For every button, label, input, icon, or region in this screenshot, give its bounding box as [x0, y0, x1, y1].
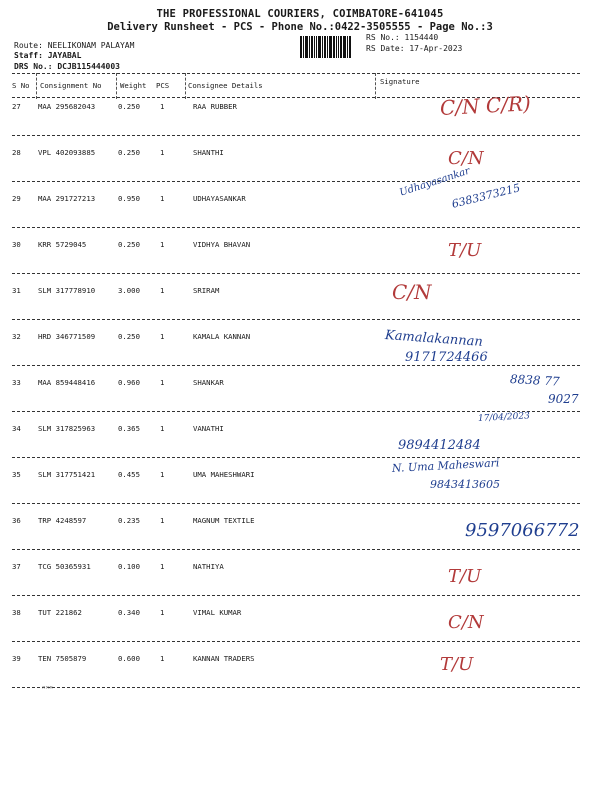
- pcs-value: 1: [160, 378, 165, 387]
- col-header-sno: S No: [12, 81, 30, 90]
- row-separator: [12, 503, 580, 504]
- signature-text: 9171724466: [405, 350, 488, 365]
- consignee-name: NATHIYA: [193, 562, 224, 571]
- row-separator: [12, 549, 580, 550]
- weight-value: 0.950: [118, 194, 140, 203]
- weight-value: 0.250: [118, 240, 140, 249]
- serial-number: 36: [12, 516, 21, 525]
- signature-text: T/U: [448, 240, 482, 261]
- weight-value: 3.000: [118, 286, 140, 295]
- signature-text: 8838 77: [509, 372, 560, 389]
- row-separator: [12, 411, 580, 412]
- pcs-value: 1: [160, 562, 165, 571]
- route-label: Route: NEELIKONAM PALAYAM: [14, 41, 135, 50]
- signature-text: T/U: [440, 654, 474, 675]
- header-top-rule: [12, 73, 580, 74]
- signature-text: N. Uma Maheswari: [391, 456, 500, 475]
- serial-number: 34: [12, 424, 21, 433]
- consignee-name: UMA MAHESHWARI: [193, 470, 255, 479]
- serial-number: 27: [12, 102, 21, 111]
- weight-value: 0.250: [118, 102, 140, 111]
- barcode-graphic: [300, 36, 358, 58]
- weight-value: 0.365: [118, 424, 140, 433]
- consignment-number: TCG 50365931: [38, 562, 91, 571]
- row-separator: [12, 135, 580, 136]
- weight-value: 0.250: [118, 148, 140, 157]
- consignee-name: MAGNUM TEXTILE: [193, 516, 255, 525]
- pcs-value: 1: [160, 102, 165, 111]
- consignment-number: SLM 317751421: [38, 470, 96, 479]
- weight-value: 0.340: [118, 608, 140, 617]
- serial-number: 38: [12, 608, 21, 617]
- pcs-value: 1: [160, 286, 165, 295]
- drs-number: DRS No.: DCJB115444003: [14, 62, 120, 71]
- serial-number: 33: [12, 378, 21, 387]
- consignment-number: MAA 295682043: [38, 102, 96, 111]
- serial-number: 31: [12, 286, 21, 295]
- consignment-number: KRR 5729045: [38, 240, 87, 249]
- weight-value: 0.100: [118, 562, 140, 571]
- serial-number: 30: [12, 240, 21, 249]
- consignment-number: HRD 346771509: [38, 332, 96, 341]
- consignment-number: VPL 402093885: [38, 148, 96, 157]
- signature-text: 9894412484: [398, 438, 481, 453]
- signature-text: C/N: [392, 280, 432, 304]
- pcs-value: 1: [160, 148, 165, 157]
- signature-text: Kamalakannan: [384, 328, 484, 350]
- consignment-number: MAA 859448416: [38, 378, 96, 387]
- signature-text: 9843413605: [430, 478, 500, 491]
- consignee-name: RAA RUBBER: [193, 102, 237, 111]
- pcs-value: 1: [160, 424, 165, 433]
- pcs-value: 1: [160, 654, 165, 663]
- serial-number: 28: [12, 148, 21, 157]
- col-header-pcs: PCS: [156, 81, 170, 90]
- row-separator: [12, 319, 580, 320]
- serial-number: 32: [12, 332, 21, 341]
- row-separator: [12, 181, 580, 182]
- consignee-name: SHANTHI: [193, 148, 224, 157]
- col-divider: [116, 73, 117, 99]
- serial-number: 35: [12, 470, 21, 479]
- serial-number: 29: [12, 194, 21, 203]
- col-header-consignment: Consignment No: [40, 81, 102, 90]
- company-title: THE PROFESSIONAL COURIERS, COIMBATORE-641045: [156, 8, 444, 20]
- rs-number: RS No.: 1154440: [366, 33, 439, 42]
- consignee-name: KANNAN TRADERS: [193, 654, 255, 663]
- staff-label: Staff: JAYABAL: [14, 51, 82, 60]
- consignee-name: UDHAYASANKAR: [193, 194, 246, 203]
- signature-text: C/N: [448, 148, 484, 169]
- consignee-name: VIDHYA BHAVAN: [193, 240, 251, 249]
- pcs-value: 1: [160, 240, 165, 249]
- row-separator: [12, 687, 580, 688]
- weight-value: 0.455: [118, 470, 140, 479]
- consignment-number: TEN 7505879: [38, 654, 87, 663]
- signature-text: 6383373215: [450, 181, 522, 211]
- consignee-name: VIMAL KUMAR: [193, 608, 242, 617]
- row-separator: [12, 641, 580, 642]
- col-divider: [375, 73, 376, 99]
- scan-mark: ✕✕✕: [42, 684, 53, 691]
- weight-value: 0.600: [118, 654, 140, 663]
- serial-number: 37: [12, 562, 21, 571]
- pcs-value: 1: [160, 332, 165, 341]
- signature-text: 9597066772: [465, 520, 580, 541]
- pcs-value: 1: [160, 608, 165, 617]
- rs-date: RS Date: 17-Apr-2023: [366, 44, 463, 53]
- row-separator: [12, 273, 580, 274]
- consignee-name: SHANKAR: [193, 378, 224, 387]
- runsheet-subtitle: Delivery Runsheet - PCS - Phone No.:0422-3505555 - Page No.:3: [107, 21, 493, 33]
- consignee-name: VANATHI: [193, 424, 224, 433]
- signature-text: 17/04/2023: [477, 411, 531, 424]
- consignment-number: TRP 4248597: [38, 516, 87, 525]
- consignee-name: SRIRAM: [193, 286, 220, 295]
- signature-text: Udhayasankar: [398, 165, 472, 199]
- consignment-number: SLM 317825963: [38, 424, 96, 433]
- signature-text: T/U: [448, 566, 482, 587]
- weight-value: 0.235: [118, 516, 140, 525]
- row-separator: [12, 595, 580, 596]
- pcs-value: 1: [160, 516, 165, 525]
- pcs-value: 1: [160, 470, 165, 479]
- col-header-consignee: Consignee Details: [188, 81, 263, 90]
- col-divider: [185, 73, 186, 99]
- consignment-number: TUT 221862: [38, 608, 82, 617]
- signature-text: 9027: [548, 392, 579, 406]
- col-header-weight: Weight: [120, 81, 147, 90]
- consignment-number: MAA 291727213: [38, 194, 96, 203]
- row-separator: [12, 227, 580, 228]
- pcs-value: 1: [160, 194, 165, 203]
- weight-value: 0.250: [118, 332, 140, 341]
- serial-number: 39: [12, 654, 21, 663]
- col-divider: [36, 73, 37, 99]
- row-separator: [12, 365, 580, 366]
- col-header-signature: Signature: [380, 77, 420, 86]
- consignee-name: KAMALA KANNAN: [193, 332, 251, 341]
- consignment-number: SLM 317778910: [38, 286, 96, 295]
- signature-text: C/N C/R): [439, 91, 532, 120]
- weight-value: 0.960: [118, 378, 140, 387]
- signature-text: C/N: [448, 612, 484, 633]
